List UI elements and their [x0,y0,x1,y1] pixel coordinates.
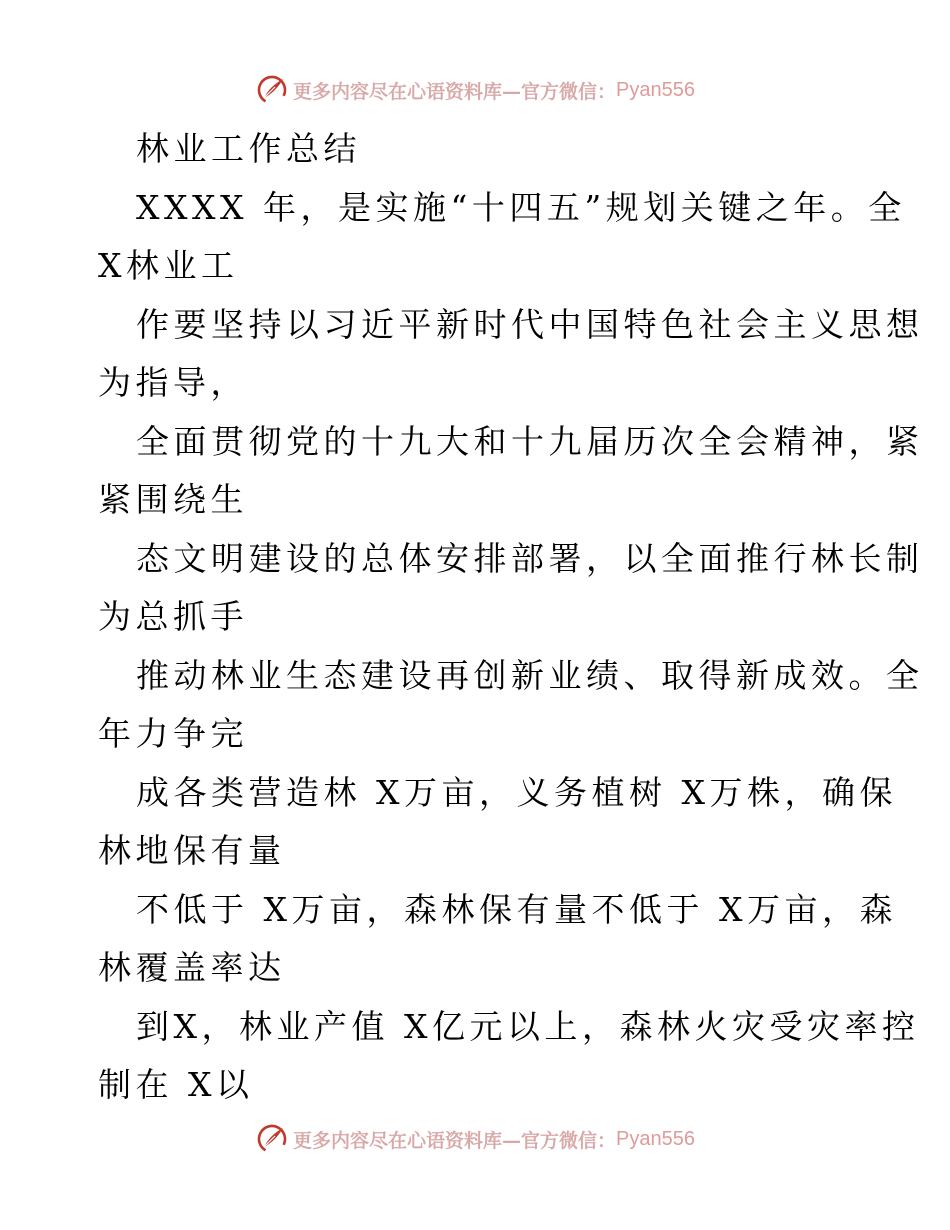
document-line: 态文明建设的总体安排部署，以全面推行林长制 [136,538,924,578]
quill-logo-icon [255,1122,289,1156]
watermark-text: 更多内容尽在心语资料库—官方微信： [293,1129,617,1152]
watermark-wechat-id: Pyan556 [616,1127,695,1150]
quill-logo-icon [255,73,289,107]
document-line: 到X，林业产值 X亿元以上，森林火灾受灾率控 [136,1006,920,1046]
watermark-wechat-id: Pyan556 [616,78,695,101]
document-line: 成各类营造林 X万亩，义务植树 X万株，确保 [136,772,897,812]
header-watermark [0,70,950,110]
document-line: 年力争完 [98,714,248,753]
document-body [98,120,924,1115]
document-line: 为指导， [98,363,248,402]
document-line: 作要坚持以习近平新时代中国特色社会主义思想 [136,304,924,344]
document-line: 紧围绕生 [98,480,248,519]
document-line: 不低于 X万亩，森林保有量不低于 X万亩，森 [136,889,897,929]
watermark-text: 更多内容尽在心语资料库—官方微信： [293,80,617,103]
document-line: 林地保有量 [98,831,286,870]
document-line: X林业工 [98,246,239,285]
document-line: 全面贯彻党的十九大和十九届历次全会精神，紧 [136,421,924,461]
footer-watermark [0,1119,950,1159]
document-line: 推动林业生态建设再创新业绩、取得新成效。全 [136,655,924,695]
document-line: XXXX 年，是实施“十四五”规划关键之年。全 [136,187,906,227]
document-line: 林覆盖率达 [98,948,286,987]
document-line: 制在 X以 [98,1065,254,1104]
document-line: 为总抓手 [98,597,248,636]
document-line: 林业工作总结 [136,129,361,168]
